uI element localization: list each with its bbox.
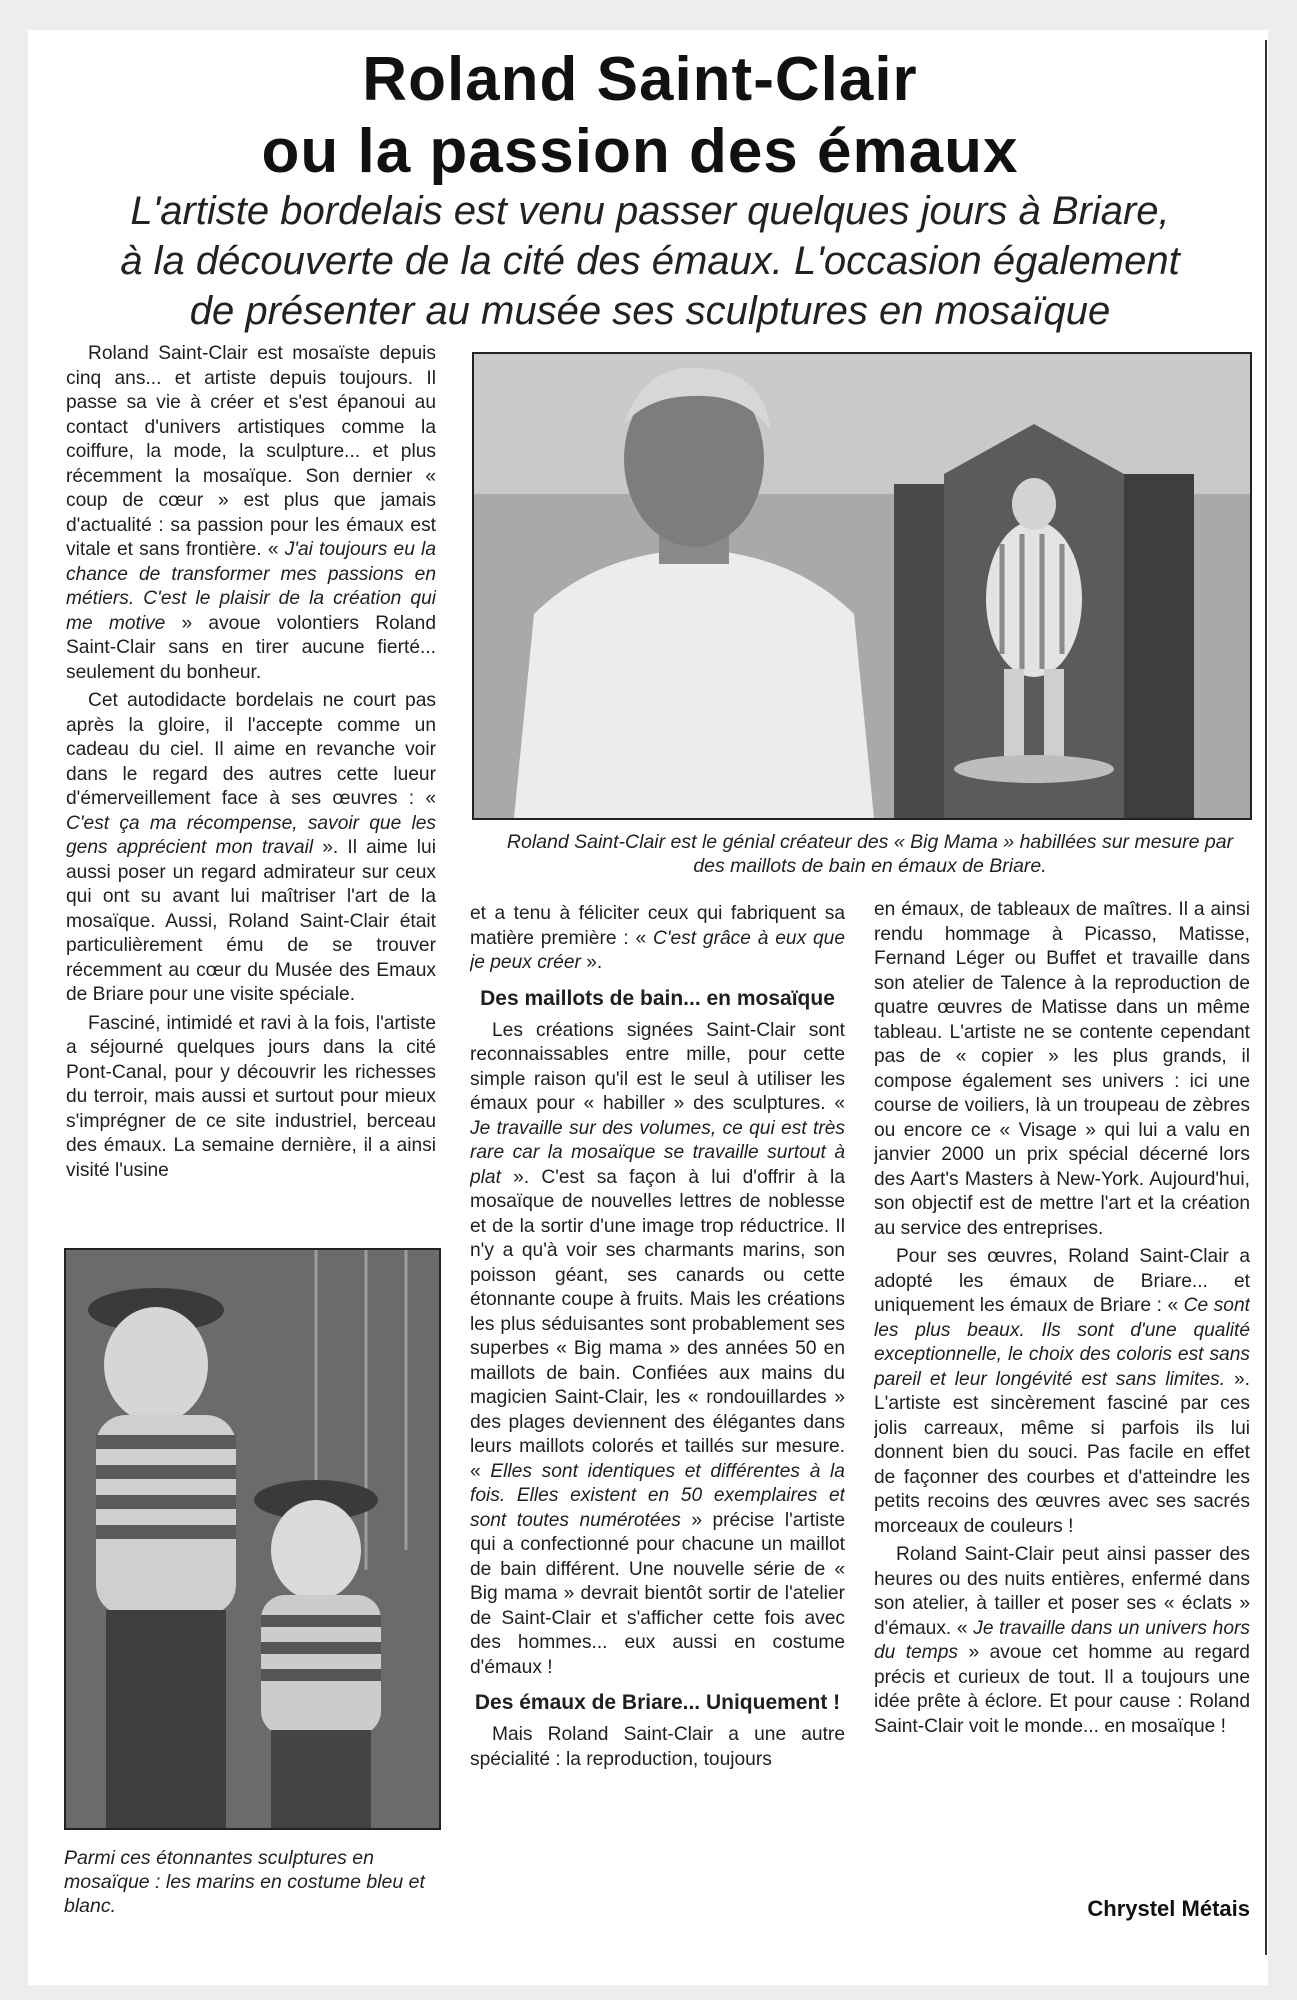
paragraph: Fasciné, intimidé et ravi à la fois, l'artiste a séjourné quelques jours dans la cité Pont-Canal, pour y découvrir les richesses du terroir, mais aussi et surtout pour mieux s'imprégner de ce site industriel, berceau des émaux. La semaine dernière, il a ainsi visité l'usine bbox=[66, 1012, 436, 1181]
text-run: Cet autodidacte bordelais ne court pas après la gloire, il l'accepte comme un cadeau du ciel. Il aime en revanche voir dans le regard des autres cette lueur d'émerveillement face à ses œuvres : « bbox=[66, 690, 436, 809]
text-run: ». L'artiste est sincèrement fasciné par ces jolis carreaux, même si parfois ils lui donnent bien du souci. Pas facile en effet de façonner des courbes et d'atteindre les petits recoins des œuvres avec ses sacrés morceaux de couleurs ! bbox=[874, 1368, 1250, 1537]
photo-caption-2: Parmi ces étonnantes sculptures en mosaïque : les marins en costume bleu et blanc. bbox=[64, 1847, 425, 1917]
paragraph: en émaux, de tableaux de maîtres. Il a ainsi rendu hommage à Picasso, Matisse, Fernand Léger ou Buffet et travaille dans son atelier de Talence à la reproduction de quatre œuvres de Matisse dans un même tableau. L'artiste ne se contente cependant pas de « copier » les plus grands, il compose également ses univers : ici une course de voiliers, là un troupeau de zèbres ou encore ce « Visage » qui lui a valu en janvier 2000 un prix spécial décerné lors des Aart's Masters à New-York. Aujourd'hui, son objectif est de mettre l'art et la création au service des entreprises. bbox=[874, 899, 1250, 1239]
paragraph bbox=[470, 1019, 845, 1681]
standfirst bbox=[60, 186, 1240, 336]
quote: C'est ça ma récompense, savoir que les gens apprécient mon travail bbox=[66, 812, 436, 858]
text-run: Roland Saint-Clair est mosaïste depuis cinq ans... et artiste depuis toujours. Il passe sa vie à créer et s'est épanoui au contact d'univers artistiques comme la coiffure, la mode, la sculpture... et plus récemment la mosaïque. Son dernier « coup de cœur » est plus que jamais d'actualité : sa passion pour les émaux est vitale et sans frontière. « bbox=[66, 343, 436, 560]
paragraph: Mais Roland Saint-Clair a une autre spécialité : la reproduction, toujours bbox=[470, 1724, 845, 1770]
photo-caption-1: Roland Saint-Clair est le génial créateur des « Big Mama » habillées sur mesure par des maillots de bain en émaux de Briare. bbox=[506, 831, 1234, 877]
text-run: Roland Saint-Clair peut ainsi passer des heures ou des nuits entières, enfermé dans son atelier, à tailler et poser ses « éclats » d'émaux. « bbox=[874, 1544, 1250, 1639]
subheading-emaux-briare: Des émaux de Briare... Uniquement ! bbox=[474, 1691, 841, 1714]
subheading-maillots: Des maillots de bain... en mosaïque bbox=[480, 986, 835, 1010]
standfirst-line-2: à la découverte de la cité des émaux. L'occasion également bbox=[120, 239, 1180, 283]
text-run: » avoue cet homme au regard précis et curieux de tout. Il a toujours une idée prête à éclore. Et pour cause : Roland Saint-Clair voit le monde... en mosaïque ! bbox=[874, 1642, 1250, 1737]
text-run: ». C'est sa façon à lui d'offrir à la mosaïque de nouvelles lettres de noblesse et de la sortir d'une image trop réductrice. Il n'y a qu'à voir ses charmants marins, son poisson géant, ses canards ou cette étonnante coupe à fruits. Mais les créations les plus séduisantes sont probablement ses superbes « Big mama » des années 50 en maillots de bain. Confiées aux mains du magicien Saint-Clair, les « rondouillardes » des plages deviennent des élégantes dans leurs maillots colorés et taillés sur mesure. « bbox=[470, 1166, 845, 1482]
quote: J'ai toujours eu la chance de transformer mes passions en métiers. C'est le plaisir de la création qui me motive bbox=[66, 539, 436, 634]
quote: Elles sont identiques et différentes à la fois. Elles existent en 50 exemplaires et sont toutes numérotées bbox=[470, 1460, 845, 1531]
quote: Je travaille dans un univers hors du temps bbox=[874, 1617, 1250, 1663]
article-column-3 bbox=[874, 898, 1250, 1908]
text-run: ». Il aime lui aussi poser un regard admirateur sur ceux qui ont su avant lui maîtriser l'art de la mosaïque. Aussi, Roland Saint-Clair était particulièrement ému de se trouver récemment au cœur du Musée des Emaux de Briare pour une visite spéciale. bbox=[66, 837, 436, 1005]
headline bbox=[40, 44, 1240, 188]
article-column-2 bbox=[470, 902, 845, 1942]
paragraph bbox=[66, 342, 436, 685]
text-run: » précise l'artiste qui a confectionné pour chacune un maillot de bain différent. Une nouvelle série de « Big mama » devrait bientôt sortir de l'atelier de Saint-Clair et s'afficher cette fois avec des hommes... eux aussi en costume d'émaux ! bbox=[470, 1509, 845, 1678]
quote: Ce sont les plus beaux. Ils sont d'une qualité exceptionnelle, le choix des coloris est sans pareil et leur longévité est sans limites. bbox=[874, 1295, 1250, 1390]
quote: Je travaille sur des volumes, ce qui est très rare car la mosaïque se travaille surtout à plat bbox=[470, 1117, 845, 1188]
paragraph bbox=[470, 902, 845, 976]
paragraph bbox=[66, 689, 436, 1008]
article-column-1 bbox=[66, 342, 436, 1230]
paragraph bbox=[874, 1543, 1250, 1739]
photo-mosaic-sailors bbox=[64, 1248, 441, 1830]
paragraph bbox=[874, 1245, 1250, 1539]
headline-line-2: ou la passion des émaux bbox=[261, 117, 1019, 186]
standfirst-line-1: L'artiste bordelais est venu passer quelques jours à Briare, bbox=[130, 189, 1170, 233]
standfirst-line-3: de présenter au musée ses sculptures en mosaïque bbox=[189, 289, 1111, 333]
column-rule bbox=[1265, 40, 1267, 1955]
photo-artist-illustration bbox=[474, 354, 1250, 818]
quote: C'est grâce à eux que je peux créer bbox=[470, 927, 845, 973]
headline-line-1: Roland Saint-Clair bbox=[362, 45, 918, 114]
text-run: Les créations signées Saint-Clair sont reconnaissables entre mille, pour cette simple raison qu'il est le seul à utiliser les émaux pour « habiller » des sculptures. « bbox=[470, 1019, 845, 1114]
text-run: Pour ses œuvres, Roland Saint-Clair a adopté les émaux de Briare... et uniquement les émaux de Briare : « bbox=[874, 1246, 1250, 1316]
photo-sailors-illustration bbox=[66, 1250, 439, 1828]
text-run: et a tenu à féliciter ceux qui fabriquent sa matière première : « bbox=[470, 903, 845, 949]
photo-artist-with-sculpture bbox=[472, 352, 1252, 820]
text-run: » avoue volontiers Roland Saint-Clair sans en tirer aucune fierté... seulement du bonheur. bbox=[66, 612, 436, 683]
author-byline: Chrystel Métais bbox=[1087, 1896, 1250, 1921]
text-run: ». bbox=[580, 952, 603, 973]
